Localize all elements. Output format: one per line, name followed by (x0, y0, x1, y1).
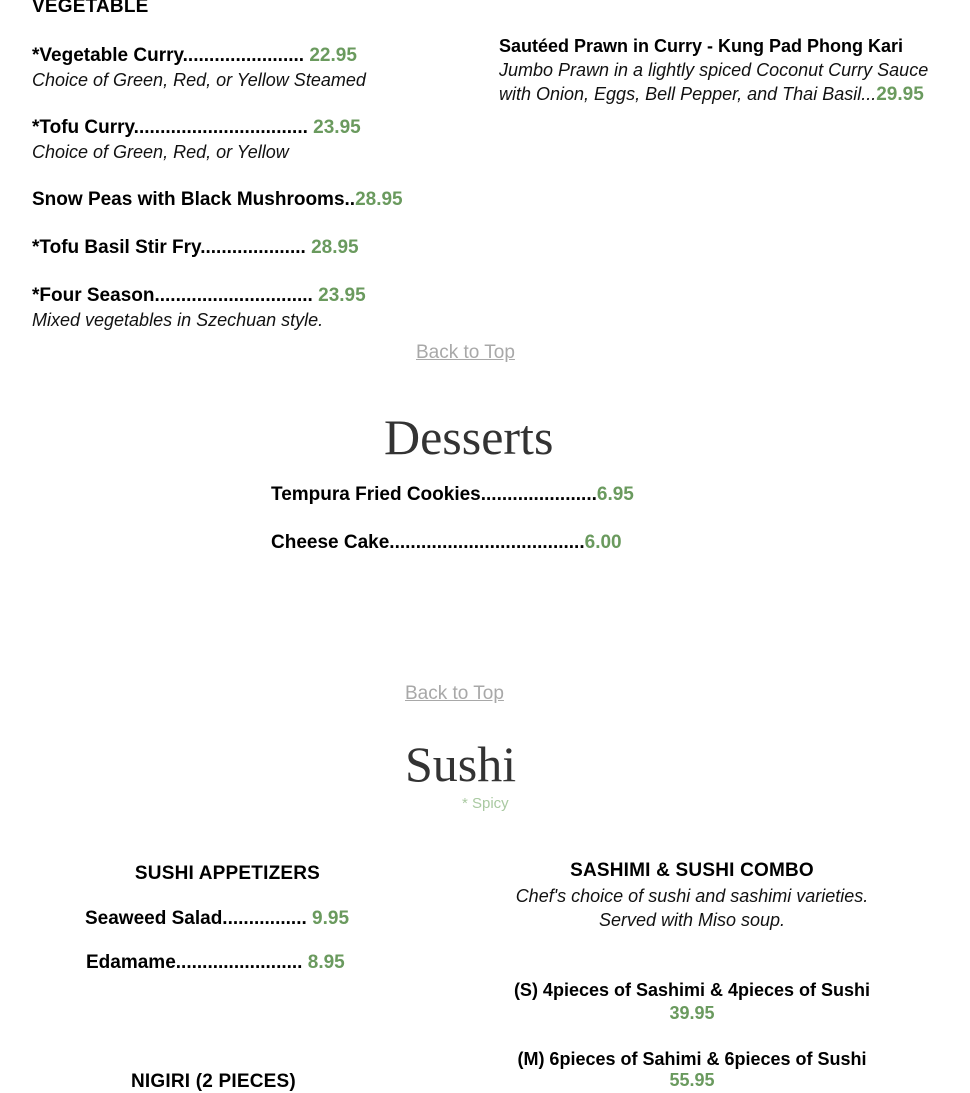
item-price: 23.95 (313, 117, 361, 138)
sushi-appetizers-heading: SUSHI APPETIZERS (134, 863, 321, 884)
vegetable-heading: VEGETABLE (32, 0, 149, 17)
menu-item-tofu-basil (32, 236, 359, 260)
item-price: 6.00 (584, 532, 622, 553)
item-description: Choice of Green, Red, or Yellow Steamed (32, 70, 366, 90)
item-price: 28.95 (355, 189, 403, 210)
menu-item-four-season (32, 284, 366, 308)
item-price: 29.95 (876, 84, 924, 105)
item-description-text: with Onion, Eggs, Bell Pepper, and Thai Basil... (499, 84, 877, 104)
spicy-note: * Spicy (462, 795, 509, 812)
item-name: Edamame........................ (86, 952, 303, 973)
desserts-title: Desserts (384, 409, 554, 465)
menu-item-sauteed-prawn: Sautéed Prawn in Curry - Kung Pad Phong Kari (499, 36, 904, 56)
item-name: Tempura Fried Cookies...................... (271, 484, 597, 505)
menu-item-edamame (86, 951, 345, 975)
item-name: Snow Peas with Black Mushrooms.. (32, 189, 356, 210)
sushi-title: Sushi (405, 736, 517, 792)
item-description: Choice of Green, Red, or Yellow (32, 142, 289, 162)
item-name: *Tofu Curry................................. (32, 117, 308, 138)
item-price: 9.95 (312, 908, 350, 929)
menu-item-snow-peas (32, 188, 403, 212)
back-to-top-link[interactable]: Back to Top (416, 342, 515, 363)
combo-option-small-price: 39.95 (669, 1003, 715, 1023)
item-price: 22.95 (309, 45, 357, 66)
item-price: 23.95 (318, 285, 366, 306)
item-name: *Four Season.............................. (32, 285, 313, 306)
menu-item-tempura-cookies (271, 483, 634, 507)
item-name: Cheese Cake..................................... (271, 532, 585, 553)
item-description: Jumbo Prawn in a lightly spiced Coconut Curry Sauce (499, 60, 929, 80)
item-name: Seaweed Salad................ (85, 908, 307, 929)
back-to-top-link[interactable]: Back to Top (405, 683, 504, 704)
menu-item-tofu-curry (32, 116, 361, 140)
combo-description: Chef's choice of sushi and sashimi varieties. (515, 886, 869, 906)
nigiri-heading: NIGIRI (2 PIECES) (131, 1071, 296, 1092)
item-price: 6.95 (596, 484, 634, 505)
item-price: 28.95 (311, 237, 359, 258)
combo-option-small: (S) 4pieces of Sashimi & 4pieces of Sushi (513, 980, 871, 1000)
item-description-cont (499, 82, 924, 107)
item-name: *Tofu Basil Stir Fry.................... (32, 237, 306, 258)
item-name: *Vegetable Curry....................... (32, 45, 305, 66)
menu-item-vegetable-curry (32, 44, 357, 68)
menu-item-seaweed-salad (85, 907, 349, 931)
item-description: Mixed vegetables in Szechuan style. (32, 310, 324, 330)
combo-option-medium: (M) 6pieces of Sahimi & 6pieces of Sushi (517, 1049, 867, 1069)
menu-item-cheese-cake (271, 531, 622, 555)
combo-description-cont: Served with Miso soup. (598, 910, 786, 930)
item-price: 8.95 (307, 952, 345, 973)
combo-option-medium-price: 55.95 (669, 1070, 715, 1090)
combo-heading: SASHIMI & SUSHI COMBO (570, 860, 814, 881)
